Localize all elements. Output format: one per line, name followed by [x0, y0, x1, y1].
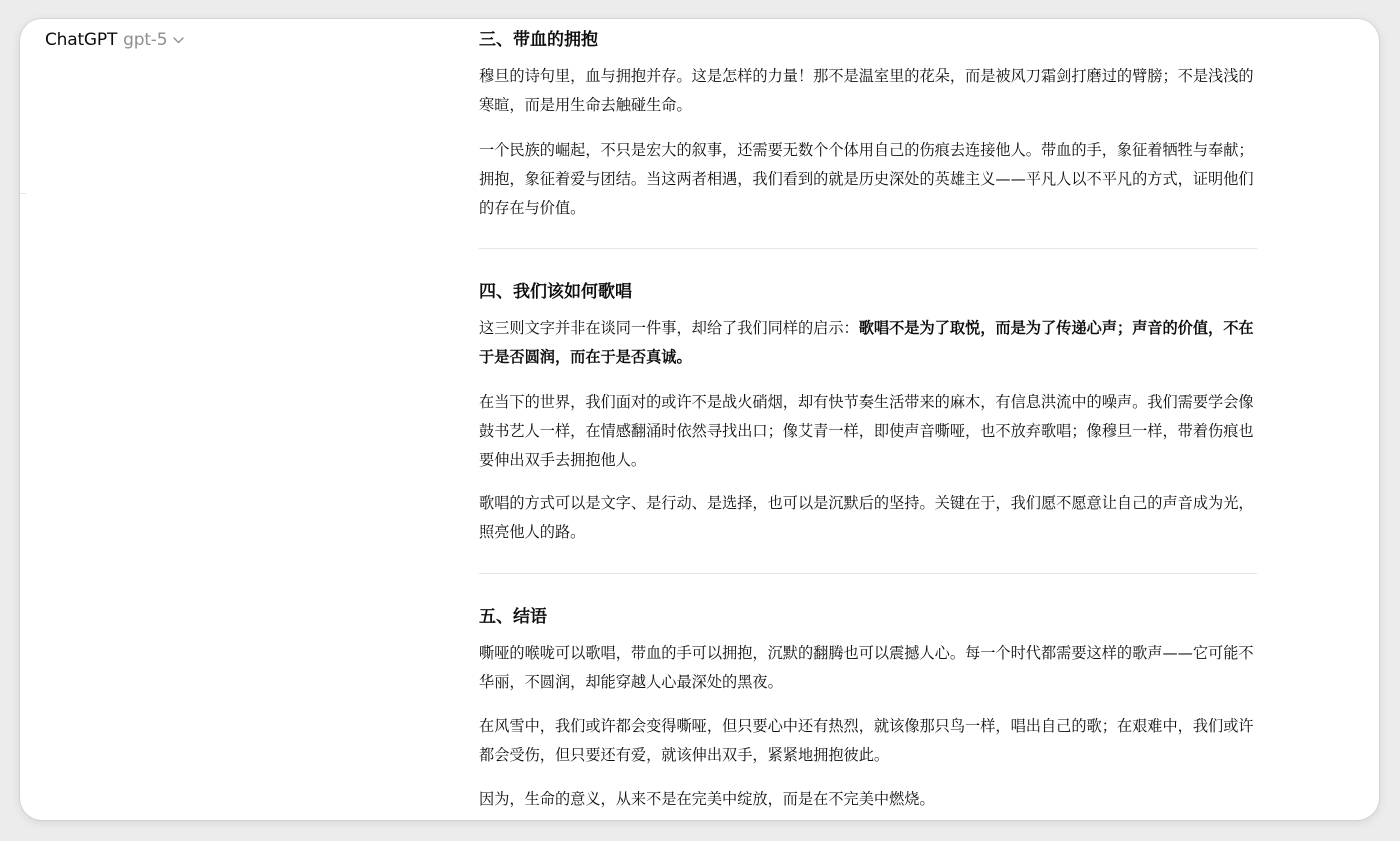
paragraph: 因为，生命的意义，从来不是在完美中绽放，而是在不完美中燃烧。: [479, 790, 935, 808]
paragraph: [479, 314, 1257, 372]
section-title: 三、带血的拥抱: [479, 30, 598, 50]
app-title: ChatGPT: [45, 30, 118, 50]
section-divider: [479, 573, 1257, 574]
paragraph: 歌唱的方式可以是文字、是行动、是选择，也可以是沉默后的坚持。关键在于，我们愿不愿意让自己的声音成为光，照亮他人的路。: [479, 494, 1254, 541]
section-title: 五、结语: [479, 607, 547, 627]
paragraph: 在当下的世界，我们面对的或许不是战火硝烟，却有快节奏生活带来的麻木，有信息洪流中的噪声。我们需要学会像鼓书艺人一样，在情感翻涌时依然寻找出口；像艾青一样，即使声音嘶哑，也不放弃歌唱；像穆旦一样，带着伤痕也要伸出双手去拥抱他人。: [479, 393, 1254, 469]
section-divider: [479, 248, 1257, 249]
paragraph: 一个民族的崛起，不只是宏大的叙事，还需要无数个个体用自己的伤痕去连接他人。带血的手，象征着牺牲与奉献；拥抱，象征着爱与团结。当这两者相遇，我们看到的就是历史深处的英雄主义——平凡人以不平凡的方式，证明他们的存在与价值。: [479, 141, 1254, 217]
section-title: 四、我们该如何歌唱: [479, 282, 632, 302]
chevron-down-icon: [172, 34, 184, 46]
model-name: gpt-5: [123, 30, 168, 50]
paragraph: 在风雪中，我们或许都会变得嘶哑，但只要心中还有热烈，就该像那只鸟一样，唱出自己的歌；在艰难中，我们或许都会受伤，但只要还有爱，就该伸出双手，紧紧地拥抱彼此。: [479, 717, 1254, 764]
emphasis-text: 歌唱不是为了取悦，而是为了传递心声；声音的价值，不在于是否圆润，而在于是否真诚。: [479, 319, 1254, 366]
paragraph-text: 这三则文字并非在谈同一件事，却给了我们同样的启示：: [479, 319, 859, 337]
model-selector[interactable]: [45, 28, 184, 52]
chat-window: [20, 19, 1379, 820]
sidebar-divider: [20, 193, 26, 194]
paragraph: 穆旦的诗句里，血与拥抱并存。这是怎样的力量！那不是温室里的花朵，而是被风刀霜剑打磨过的臂膀；不是浅浅的寒暄，而是用生命去触碰生命。: [479, 67, 1254, 114]
paragraph: 嘶哑的喉咙可以歌唱，带血的手可以拥抱，沉默的翻腾也可以震撼人心。每一个时代都需要这样的歌声——它可能不华丽，不圆润，却能穿越人心最深处的黑夜。: [479, 644, 1254, 691]
